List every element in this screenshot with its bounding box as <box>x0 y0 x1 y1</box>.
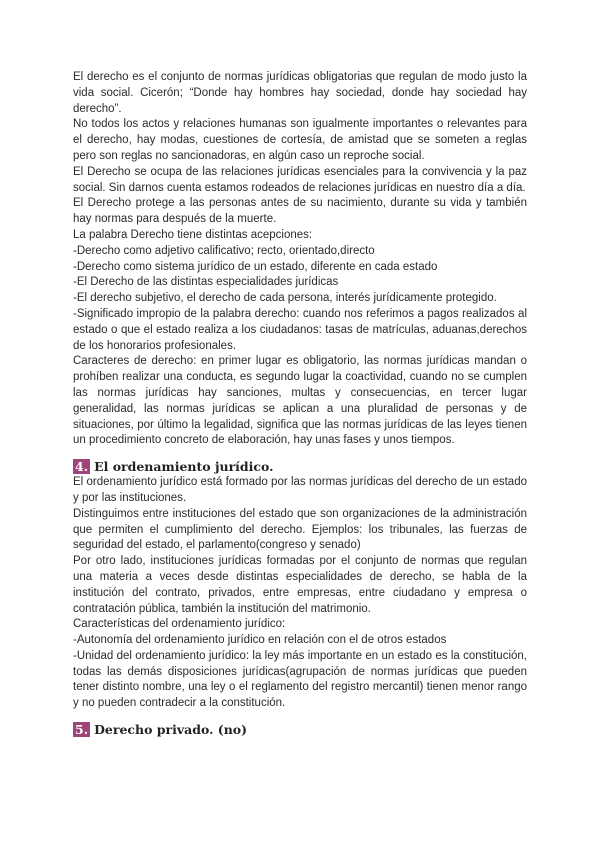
list-item: -Autonomía del ordenamiento jurídico en relación con el de otros estados <box>73 634 447 647</box>
list-item: -Unidad del ordenamiento jurídico: la ley más importante en un estado es la constitución, todas las demás disposiciones jurídicas(agrupación de normas jurídicas que pueden tener distinto nombre, una ley o el reglamento del registro mercantil) tienen menor rango y no pueden contradecir a la constitución. <box>73 649 527 710</box>
section-title: Derecho privado. (no) <box>94 722 248 738</box>
paragraph: No todos los actos y relaciones humanas son igualmente importantes o relevantes para el derecho, hay modas, cuestiones de cortesía, de amistad que se someten a reglas pero son reglas no sancionadoras, en algún caso un reproche social. <box>73 118 527 162</box>
paragraph: El ordenamiento jurídico está formado por las normas jurídicas del derecho de un estado y por las instituciones. <box>73 476 527 504</box>
section-number-badge: 5. <box>75 722 89 738</box>
paragraph: Distinguimos entre instituciones del estado que son organizaciones de la administración que permiten el cumplimiento del derecho. Ejemplos: los tribunales, las fuerzas de seguridad del estado, el parlamento(congreso y senado) <box>73 507 527 552</box>
paragraph: El Derecho protege a las personas antes de su nacimiento, durante su vida y también hay normas para después de la muerte. <box>73 197 527 226</box>
list-item: -El derecho subjetivo, el derecho de cada persona, interés jurídicamente protegido. <box>73 292 497 305</box>
section-title: El ordenamiento jurídico. <box>94 459 274 475</box>
list-item: -Derecho como adjetivo calificativo; recto, orientado,directo <box>73 244 375 257</box>
paragraph: El Derecho se ocupa de las relaciones jurídicas esenciales para la convivencia y la paz social. Sin darnos cuenta estamos rodeados de relaciones jurídicas en nuestro día a día. <box>73 165 527 194</box>
paragraph: Por otro lado, instituciones jurídicas formadas por el conjunto de normas que regulan una materia a veces desde distintas especialidades de derecho, se habla de la institución del contrato, privados, entre empresas, entre ciudadano y empresa o contratación pública, también la institución del matrimonio. <box>73 555 527 615</box>
list-item: -Significado impropio de la palabra derecho: cuando nos referimos a pagos realizados al estado o que el estado realiza a los ciudadanos: tasas de matrículas, aduanas,derechos de los honorarios profesionales. <box>73 307 527 352</box>
list-item: -El Derecho de las distintas especialidades jurídicas <box>73 276 339 289</box>
section-heading <box>73 459 527 475</box>
document-body <box>73 70 527 738</box>
paragraph: Caracteres de derecho: en primer lugar es obligatorio, las normas jurídicas mandan o prohíben realizar una conducta, es segundo lugar la coactividad, cuando no se cumplen las normas jurídicas hay sanciones, multas y consecuencias, en tercer lugar generalidad, las normas jurídicas se aplican a una pluralidad de personas y de situaciones, por último la legalidad, significa que las normas jurídicas de las leyes tienen un procedimiento concreto de elaboración, hay unas fases y unos tiempos. <box>73 355 527 447</box>
section-number-badge: 4. <box>75 459 89 475</box>
paragraph: La palabra Derecho tiene distintas acepciones: <box>73 228 313 241</box>
paragraph: Características del ordenamiento jurídico: <box>73 618 286 631</box>
section-heading <box>73 722 527 738</box>
paragraph: El derecho es el conjunto de normas jurídicas obligatorias que regulan de modo justo la vida social. Cicerón; “Donde hay hombres hay sociedad, donde hay sociedad hay derecho”. <box>73 71 527 115</box>
list-item: -Derecho como sistema jurídico de un estado, diferente en cada estado <box>73 260 438 273</box>
